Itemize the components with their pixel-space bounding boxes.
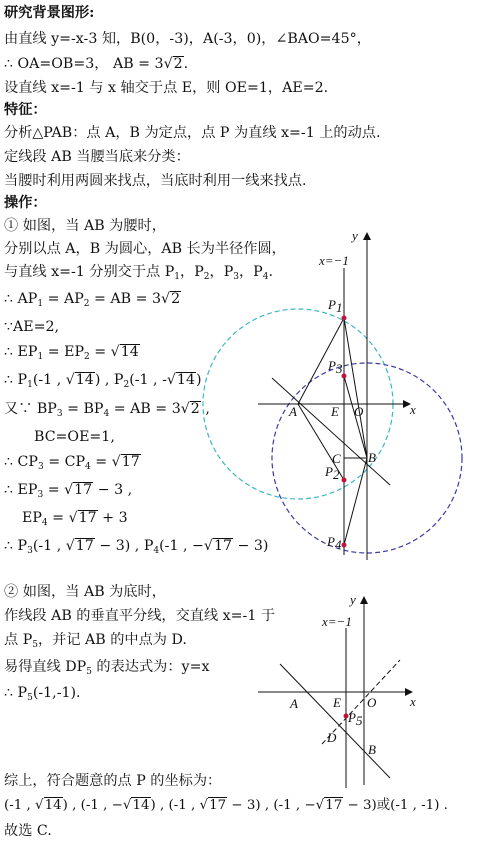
label-b-1: B: [368, 450, 376, 465]
line-ep3: ∴ $EP_3 = √17 - 3$ ,: [4, 482, 133, 500]
label-b-2: B: [368, 742, 376, 757]
label-x-1: x: [410, 402, 416, 417]
line-summary: 综上，符合题意的点 P 的坐标为：: [4, 773, 222, 789]
label-p4: P4: [327, 534, 342, 552]
label-xline-2: x=−1: [322, 614, 352, 629]
line-derivation: 由直线 y=-x-3 知，B(0，-3)，A(-3，0)，∠BAO=45°，: [4, 31, 371, 47]
point-p1: [342, 316, 347, 321]
label-c: C: [332, 451, 341, 466]
section-heading-operation: 操作：: [4, 195, 47, 211]
label-p5: P5: [348, 710, 363, 728]
section-heading-background: 研究背景图形:: [4, 5, 95, 21]
label-p1: P1: [328, 297, 343, 315]
line-point-e: 设直线 x=-1 与 x 轴交于点 E，则 OE=1，AE=2.: [4, 80, 329, 96]
line-p5-d: 点 $P_5$，并记 AB 的中点为 D.: [4, 632, 187, 650]
line-ep: ∴ $EP_1 = EP_2 = √14$: [4, 344, 139, 362]
label-o-1: O: [354, 404, 364, 419]
label-e-1: E: [331, 404, 339, 419]
section-heading-feature: 特征：: [4, 102, 47, 118]
line-p3-p4: ∴ $P_3(-1$ , √17 − 3) , $P_4(-1$ , −√17 − 3): [4, 538, 269, 556]
label-a-2: A: [290, 696, 298, 711]
label-d: D: [327, 730, 337, 745]
label-y-2: y: [350, 592, 356, 607]
label-y-1: y: [352, 228, 358, 243]
line-ab-2: [280, 664, 390, 778]
line-ap: ∴ $AP_1 = AP_2$ = AB = 3√2: [4, 291, 181, 309]
segment-b-p4: [344, 458, 367, 545]
figure-2: [258, 592, 416, 788]
line-oa-ob: ∴ OA=OB=3， AB = 3√2.: [4, 56, 189, 72]
line-bc: BC=OE=1,: [34, 429, 115, 445]
line-ep4: $EP_4 = √17 + 3$: [22, 510, 128, 528]
label-p3: P3: [328, 358, 343, 376]
line-classify: 定线段 AB 当腰当底来分类：: [4, 149, 190, 165]
line-p5: ∴ $P_5(-1,-1)$.: [4, 685, 81, 703]
label-e-2: E: [333, 695, 341, 710]
label-a-1: A: [289, 404, 297, 419]
line-p1-p2: ∴ $P_1(-1$ , √14) , $P_2(-1$ , -√14): [4, 372, 202, 390]
label-o-2: O: [367, 695, 377, 710]
label-p2: P2: [325, 464, 340, 482]
label-x-2: x: [410, 694, 416, 709]
point-p4: [342, 543, 347, 548]
line-ae: ∵AE=2,: [4, 319, 60, 335]
line-cp: ∴ $CP_3 = CP_4 = √17$: [4, 454, 140, 472]
line-intersect: 与直线 x=-1 分别交于点 $P_1$，$P_2$，$P_3$，$P_4$.: [4, 264, 273, 282]
point-p2: [342, 478, 347, 483]
line-answer-points: (-1 , √14) , (-1 , −√14) , (-1 , √17 − 3) , (-1 , −√17 − 3)或(-1 , -1) .: [4, 798, 448, 813]
line-method: 当腰时利用两圆来找点，当底时利用一线来找点.: [4, 173, 307, 189]
line-choice: 故选 C.: [4, 823, 52, 839]
line-bisector: 作线段 AB 的垂直平分线，交直线 x=-1 于: [4, 608, 276, 624]
line-bp: 又∵ $BP_3 = BP_4$ = AB = 3√2 ,: [4, 401, 210, 419]
line-case2: ② 如图，当 AB 为底时，: [4, 584, 166, 600]
line-analysis: 分析△PAB：点 A，B 为定点，点 P 为直线 x=-1 上的动点.: [4, 125, 381, 141]
label-xline-1: x=−1: [319, 253, 349, 268]
line-case1: ① 如图，当 AB 为腰时，: [4, 218, 166, 234]
line-dp5-expr: 易得直线 $DP_5$ 的表达式为：y=x: [4, 659, 210, 677]
line-circles: 分别以点 A，B 为圆心，AB 长为半径作圆，: [4, 241, 286, 257]
